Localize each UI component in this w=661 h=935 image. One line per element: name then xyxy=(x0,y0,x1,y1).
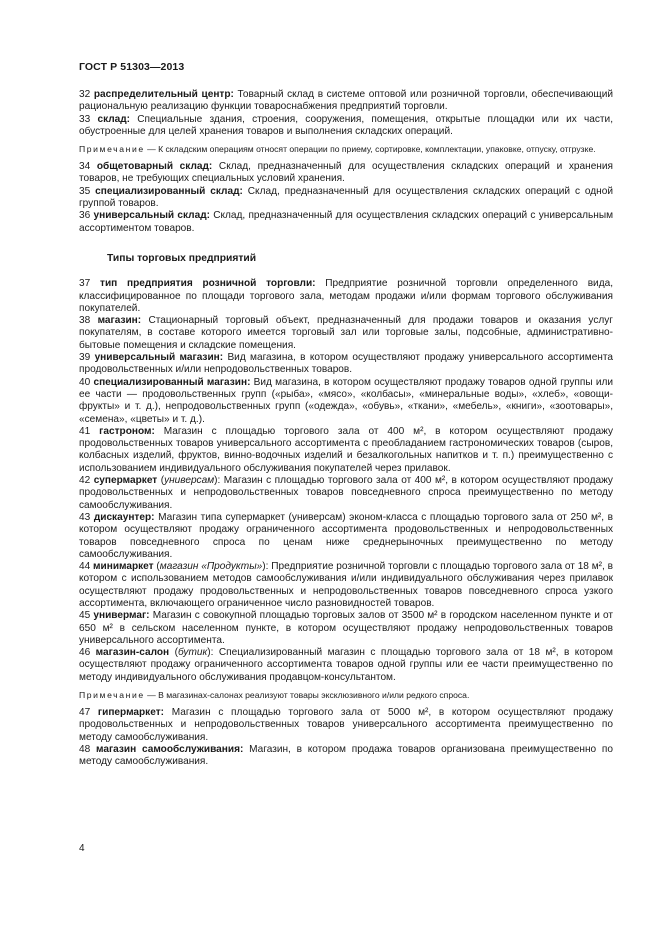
term-number: 35 xyxy=(79,185,91,197)
term-name: магазин: xyxy=(97,315,142,327)
term-name: гастроном: xyxy=(99,425,155,437)
term-definition: Вид магазина, в котором осуществляют продажу универсального ассортимента продовольственных и/или непродовольственных товаров. xyxy=(79,352,613,376)
term-entry-40 xyxy=(79,377,613,426)
term-name: магазин самообслуживания: xyxy=(96,743,244,755)
term-definition: : Предприятие розничной торговли с площадью торгового зала от 18 м², в котором с использованием методов самообслуживания и/или индивидуального обслуживания через прилавок осуществляют продажу продовольственных и непродовольственных товаров повседневного спроса узкого ассортимента, включающего ограниченное число разновидностей товаров. xyxy=(79,561,613,609)
term-definition: Магазин, в котором продажа товаров организована преимущественно по методу самообслуживания. xyxy=(79,743,614,768)
document-body xyxy=(79,89,613,769)
term-entry-35 xyxy=(79,186,613,211)
term-entry-41 xyxy=(79,426,613,475)
term-name: универсальный магазин: xyxy=(94,352,224,364)
term-definition: : Магазин с площадью торгового зала от 400 м², в котором осуществляют продажу продовольственных и непродовольственных товаров повседневного спроса преимущественно по методу самообслуживания. xyxy=(79,475,613,511)
term-number: 47 xyxy=(79,707,91,719)
term-definition: Стационарный торговый объект, предназначенный для продажи товаров и оказания услуг покупателям, в составе которого имеется торговый зал или торговые залы, подсобные, административно-бытовые помещения и складские помещения. xyxy=(79,315,613,351)
term-name: минимаркет xyxy=(93,561,154,573)
term-entry-46: 46 магазин-салон (бутик): Специализированный магазин с площадью торгового зала от 18 м², в котором осуществляют продажу ограниченного ассортимента товаров одной группы или ее части преимущественно по методу индивидуального обслуживания продавцом-консультантом. xyxy=(79,647,613,683)
term-number: 43 xyxy=(79,511,91,523)
section-heading: Типы торговых предприятий xyxy=(107,252,257,264)
note-text: — К складским операциям относят операции по приему, сортировке, комплектации, упаковке, отпуску, отгрузке. xyxy=(144,144,596,155)
term-number: 34 xyxy=(79,161,91,173)
term-entry-47 xyxy=(79,707,613,744)
note-warehouse-operations xyxy=(79,144,613,155)
term-name: распределительный центр: xyxy=(93,89,234,100)
term-name: склад: xyxy=(97,113,131,125)
term-number: 37 xyxy=(79,278,91,290)
term-entry-34 xyxy=(79,161,613,186)
term-definition: Склад, предназначенный для осуществления складских операций и хранения товаров, не требующих специальных условий хранения. xyxy=(79,161,613,185)
note-salons xyxy=(79,690,613,701)
term-entry-38 xyxy=(79,315,613,352)
term-definition: Магазин с площадью торгового зала от 400 м², в котором осуществляют продажу продовольственных товаров универсального ассортимента с преобладанием гастрономических товаров (сыров, колбасных изделий, фруктов, винно-водочных изделий и безалкогольных напитков и т. п.) преимущественно с использованием индивидуального обслуживания покупателей через прилавок. xyxy=(79,425,613,474)
term-name: специализированный склад: xyxy=(95,185,243,197)
term-number: 44 xyxy=(79,561,91,573)
term-definition: Магазин с совокупной площадью торговых залов от 3500 м² в городском населенном пункте и от 650 м² в сельском населенном пункте, в котором осуществляют продажу непродовольственных товаров универсального ассортимента. xyxy=(79,610,613,646)
standard-header: ГОСТ Р 51303—2013 xyxy=(79,61,185,73)
term-name: супермаркет xyxy=(93,475,158,487)
term-number: 46 xyxy=(79,647,91,659)
term-name: универмаг: xyxy=(93,610,150,622)
term-definition: Магазин с площадью торгового зала от 5000 м², в котором осуществляют продажу продовольственных и непродовольственных товаров универсального ассортимента преимущественно по методу самообслуживания. xyxy=(79,707,613,743)
term-number: 32 xyxy=(79,89,91,100)
term-entry-45 xyxy=(79,610,613,647)
term-entry-32 xyxy=(79,89,613,114)
term-entry-33 xyxy=(79,114,613,139)
term-definition: Вид магазина, в котором осуществляют продажу товаров одной группы или ее части — продовольственных групп («рыба», «мясо», «колбасы», «минеральные воды», «хлеб», «овощи-фрукты» и т. д.), непродовольственных групп («одежда», «обувь», «ткани», «мебель», «книги», «зоотовары», «семена», «цветы» и т. д.). xyxy=(79,376,613,425)
term-name: гипермаркет: xyxy=(97,707,165,719)
term-entry-39 xyxy=(79,352,613,377)
term-number: 41 xyxy=(79,425,91,437)
note-text: — В магазинах-салонах реализуют товары эксклюзивного и/или редкого спроса. xyxy=(144,690,470,701)
term-number: 48 xyxy=(79,743,91,755)
note-label: Примечание xyxy=(79,144,145,155)
term-name: магазин-салон xyxy=(95,647,170,659)
term-entry-44: 44 минимаркет (магазин «Продукты»): Предприятие розничной торговли с площадью торгового зала от 18 м², в котором с использованием методов самообслуживания и/или индивидуального обслуживания через прилавок осуществляют продажу продовольственных и непродовольственных товаров повседневного спроса узкого ассортимента, включающего ограниченное число разновидностей товаров. xyxy=(79,561,613,609)
term-name: общетоварный склад: xyxy=(96,161,213,173)
term-name: специализированный магазин: xyxy=(93,376,251,388)
term-number: 40 xyxy=(79,376,91,388)
term-definition: Товарный склад в системе оптовой или розничной торговли, обеспечивающий рациональную реализацию функции товароснабжения предприятий торговли. xyxy=(79,89,614,113)
term-definition: : Специализированный магазин с площадью торгового зала от 18 м², в котором осуществляют продажу ограниченного ассортимента товаров одной группы или ее части преимущественно по методу индивидуального обслуживания продавцом-консультантом. xyxy=(79,647,613,683)
term-number: 42 xyxy=(79,475,91,487)
term-synonym: бутик xyxy=(177,647,208,659)
term-entry-42: 42 супермаркет (универсам): Магазин с площадью торгового зала от 400 м², в котором осуществляют продажу продовольственных и непродовольственных товаров повседневного спроса преимущественно по методу самообслуживания. xyxy=(79,475,613,511)
term-definition: Предприятие розничной торговли определенного вида, классифицированное по площади торгового зала, методам продажи и/или формам торгового обслуживания покупателей. xyxy=(79,278,613,314)
term-synonym: магазин «Продукты» xyxy=(159,561,263,573)
term-number: 36 xyxy=(79,210,91,222)
term-definition: Магазин типа супермаркет (универсам) эконом-класса с площадью торгового зала от 250 м², в котором осуществляют продажу ограниченного ассортимента продовольственных и непродовольственных товаров повседневного спроса по ценам ниже среднерыночных преимущественно по методу самообслуживания. xyxy=(79,511,613,560)
term-entry-36 xyxy=(79,210,613,235)
term-name: дискаунтер: xyxy=(93,511,155,523)
term-definition: Специальные здания, строения, сооружения, помещения, открытые площадки или их части, обустроенные для целей хранения товаров и выполнения складских операций. xyxy=(79,113,613,137)
term-number: 38 xyxy=(79,315,91,327)
term-entry-43 xyxy=(79,512,613,561)
term-number: 39 xyxy=(79,352,91,364)
term-definition: Склад, предназначенный для осуществления складских операций с одной группой товаров. xyxy=(79,185,613,210)
term-name: универсальный склад: xyxy=(93,210,210,222)
term-definition: Склад, предназначенный для осуществления складских операций с универсальным ассортиментом товаров. xyxy=(79,210,614,234)
term-number: 45 xyxy=(79,610,91,622)
page-number: 4 xyxy=(79,843,85,854)
term-name: тип предприятия розничной торговли: xyxy=(100,278,316,290)
note-label: Примечание xyxy=(79,690,145,701)
term-synonym: универсам xyxy=(164,475,215,487)
term-entry-48 xyxy=(79,744,613,769)
term-entry-37 xyxy=(79,278,613,315)
term-number: 33 xyxy=(79,113,91,125)
